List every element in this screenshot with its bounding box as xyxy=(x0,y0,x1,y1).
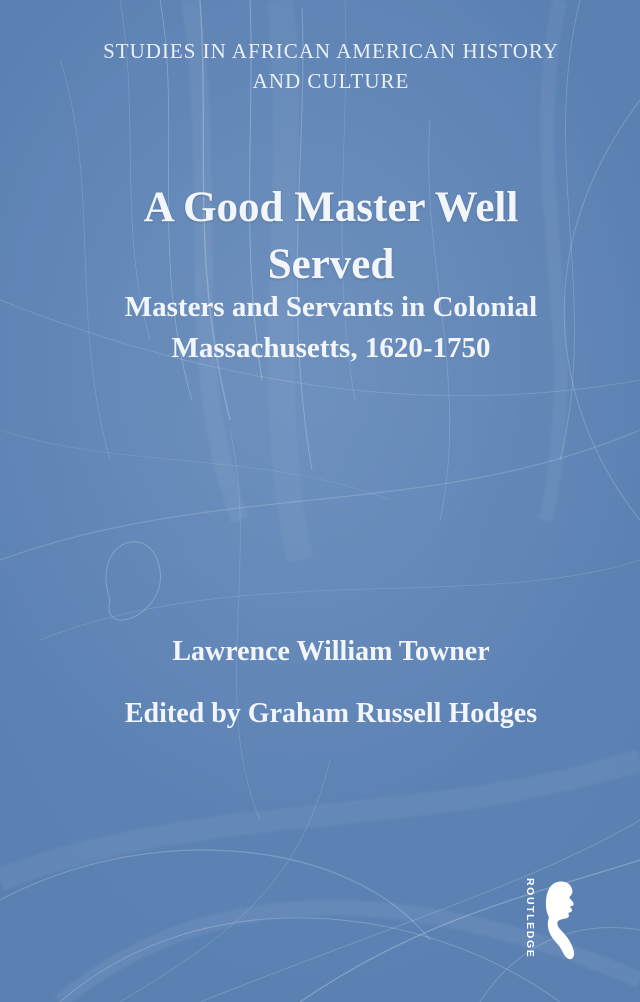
book-subtitle-line1: Masters and Servants in Colonial xyxy=(124,291,538,323)
book-subtitle-line2: Massachusetts, 1620-1750 xyxy=(171,332,491,364)
series-title xyxy=(0,36,640,96)
series-title-line2: AND CULTURE xyxy=(252,69,410,93)
book-subtitle xyxy=(0,287,640,369)
routledge-wordmark: ROUTLEDGE xyxy=(524,878,536,959)
editor-credit: Edited by Graham Russell Hodges xyxy=(124,698,538,729)
book-title-line1: A Good Master Well xyxy=(143,184,519,231)
series-title-line1: STUDIES IN AFRICAN AMERICAN HISTORY xyxy=(103,39,559,63)
routledge-logo xyxy=(524,878,584,964)
author-name: Lawrence William Towner xyxy=(172,636,490,667)
book-title xyxy=(0,179,640,293)
book-title-line2: Served xyxy=(267,241,395,288)
routledge-head-icon xyxy=(538,878,584,964)
